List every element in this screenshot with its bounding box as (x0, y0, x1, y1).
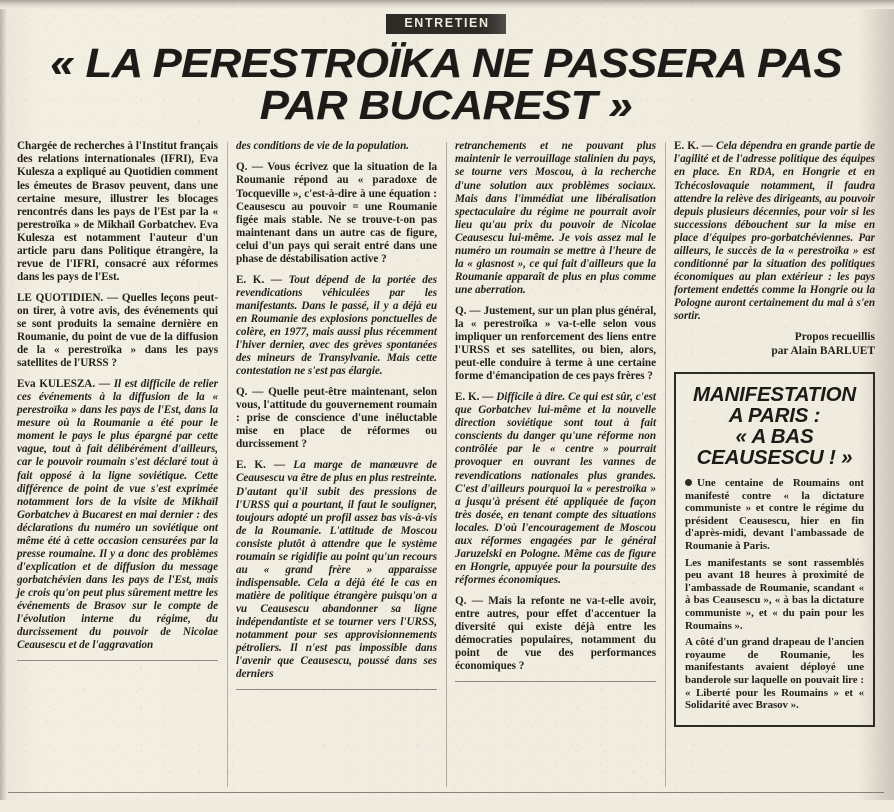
question-5 (455, 595, 656, 673)
answer-1-text: — Il est difficile de relier ces événements à la diffusion de la « perestroïka » dans les pays de l'Est, dans la mesure où la Roumanie a été pour le moment le pays le plus épargné par cette vague, tout à fait délibérément d'ailleurs, car le pouvoir roumain s'est déclaré tout à fait opposé à la ligne soviétique. Cette différence de point de vue s'est exprimée notamment lors de la visite de Mikhaïl Gorbatchev à Bucarest en mai dernier : des déclarations du numéro un soviétique ont même été à cette occasion censurées par la presse roumaine. Il y a donc des problèmes d'explication et de diffusion du message gorbatchévien dans les pays de l'Est, mais je crois qu'on peut plus sûrement mettre les événements de Brasov sur le compte de l'évolution interne du régime, du durcissement du pouvoir de Nicolae Ceausescu et de l'aggravation (17, 378, 218, 652)
page-title (0, 39, 894, 128)
column-4 (665, 140, 884, 812)
answer-4 (455, 391, 656, 587)
answer-3-text: — La marge de manœuvre de Ceausescu va être de plus en plus restreinte. D'autant qu'il subit des pressions de l'URSS qui a pourtant, il faut le souligner, toujours adopté un profil assez bas vis-à-vis de la Roumanie. L'attitude de Moscou consiste plutôt à attendre que le système roumain se rigidifie au point qu'un recours au « grand frère » apparaisse indispensable. Cela a déjà été le cas en matière de politique étrangère puisqu'on a vu Ceausescu abandonner sa ligne indépendantiste et se tourner vers l'URSS, notamment pour ses approvisionnements pétroliers. Il n'est pas impossible dans l'avenir que Ceausescu, poussé dans ses derniers (236, 459, 438, 681)
sidebox-title-line-2: A PARIS : (728, 404, 821, 428)
question-1-speaker: LE QUOTIDIEN. (17, 291, 104, 304)
answer-5-text: — Cela dépendra en grande partie de l'agilité et de l'adresse politique des équipes en place. En RDA, en Hongrie et en Tchécoslovaquie notamment, il faudra attendre la relève des dirigeants, au pouvoir depuis plusieurs décennies, pour voir si les successions débouchent sur la mise en place d'équipes pro-gorbatchéviennes. Par ailleurs, le succès de la « perestroïka » est conditionné par la situation des politiques économiques au plan extérieur : les pays fortement endettés comme la Hongrie ou la Pologne auront certainement du mal à s'en sortir. (674, 140, 875, 322)
question-3-speaker: Q. (236, 386, 248, 399)
sidebar-box-manifestation (674, 372, 875, 727)
answer-1-speaker: Eva KULESZA. (17, 378, 96, 391)
question-5-text: — Mais la refonte ne va-t-elle avoir, entre autres, pour effet d'accentuer la diversité qui existe déjà entre les démocraties populaires, notamment du point de vue des performances économiques ? (455, 594, 656, 673)
question-4 (455, 305, 656, 383)
article-columns (8, 140, 884, 812)
question-2 (236, 161, 437, 265)
sidebox-title (685, 384, 864, 468)
headline-line-1: « LA PERESTROÏKA NE PASSERA PAS (50, 39, 842, 86)
headline-line-2: PAR BUCAREST » (259, 81, 633, 128)
sidebox-title-line-4: CEAUSESCU ! » (696, 446, 853, 470)
answer-3-speaker: E. K. (236, 459, 266, 472)
sidebox-paragraph-1-text: Une centaine de Roumains ont manifesté contre « la dictature communiste » et contre le régime du président Ceausescu, hier en fin d'après-midi, devant l'ambassade de Roumanie à Paris. (685, 477, 864, 552)
answer-5-speaker: E. K. (674, 140, 699, 153)
sidebox-paragraph-2: Les manifestants se sont rassemblés peu avant 18 heures à proximité de l'ambassade de Roumanie, scandant « à bas Ceausescu », « à bas la dictature communiste », et « du pain pour les Roumains ». (685, 556, 864, 632)
credit-line-2: par Alain BARLUET (771, 344, 875, 357)
answer-2 (236, 274, 437, 378)
bullet-icon (685, 479, 692, 486)
answer-3 (236, 459, 437, 681)
sidebox-title-line-1: MANIFESTATION (693, 383, 856, 407)
sidebox-paragraph-3: A côté d'un grand drapeau de l'ancien royaume de Roumanie, les manifestants avaient déployé une banderole sur laquelle on pouvait lire : « Liberté pour les Roumains » et « Solidarité avec Brasov ». (685, 636, 864, 712)
credit-line-1: Propos recueillis (794, 331, 875, 344)
page-bottom-rule (8, 792, 884, 793)
answer-5 (674, 140, 875, 323)
question-3-text: — Quelle peut-être maintenant, selon vous, l'attitude du gouvernement roumain : prise de conscience d'une inéluctable mise en place de réformes ou durcissement ? (236, 386, 437, 451)
column-2 (227, 140, 446, 812)
byline-credit (674, 331, 875, 358)
column-1-bottom-rule (17, 660, 218, 661)
answer-4-speaker: E. K. (455, 391, 480, 404)
section-kicker: ENTRETIEN (386, 14, 505, 34)
question-1 (17, 292, 218, 370)
answer-2-speaker: E. K. (236, 273, 265, 286)
answer-3-continued: retranchements et ne pouvant plus maintenir le verrouillage stalinien du pays, se tourne vers Moscou, à la recherche d'une solution aux problèmes sociaux. Mais dans l'immédiat une libéralisation spectaculaire du régime ne pourrait avoir lieu qu'au prix du pouvoir de Nicolae Ceausescu lui-même. Je vois assez mal le numéro un roumain se mettre à l'heure de la « glasnost », ce qui fait d'ailleurs que la Roumanie apparaît de plus en plus comme une aberration. (455, 140, 656, 296)
question-2-speaker: Q. (236, 161, 248, 174)
standfirst: Chargée de recherches à l'Institut français des relations internationales (IFRI), Eva Kulesza a expliqué au Quotidien comment les émeutes de Brasov peuvent, dans une certaine mesure, illustrer les blocages rencontrés dans les pays de l'Est par la « perestroïka » de Mikhaïl Gorbatchev. Eva Kulesza est notamment l'auteur d'un article paru dans Politique étrangère, la revue de l'IFRI, consacré aux réformes dans les pays de l'Est. (17, 140, 218, 283)
answer-4-text: — Difficile à dire. Ce qui est sûr, c'est que Gorbatchev lui-même et la nouvelle direction soviétique sont tout à fait conscients du danger qu'une réforme non contrôlée par le « centre » pourrait provoquer en ouvrant les vannes de revendications nationales plus grandes. C'est d'ailleurs pourquoi la « perestroïka » a jusqu'à présent été appliquée de façon très dosée, en tenant compte des situations locales. D'où l'encouragement de Moscou aux réformes engagées par le général Jaruzelski en Pologne. Même cas de figure en Hongrie, appuyée pour la poursuite des réformes économiques. (455, 391, 656, 586)
answer-1 (17, 378, 218, 652)
answer-1-continued: des conditions de vie de la population. (236, 140, 410, 153)
question-2-text: — Vous écrivez que la situation de la Roumanie répond au « paradoxe de Tocqueville », c'est-à-dire à une équation : Ceausescu au pouvoir = une Roumanie figée mais stable. Ne se trouve-t-on pas maintenant dans un autre cas de figure, celui d'un pays qui serait entré dans une phase de déstabilisation active ? (236, 161, 437, 265)
sidebox-paragraph-1 (685, 477, 864, 553)
sidebox-title-line-3: « A BAS (735, 425, 814, 449)
answer-2-text: — Tout dépend de la portée des revendications véhiculées par les manifestants. Dans le passé, il y a déjà eu en Roumanie des explosions ponctuelles de colère, en 1977, mais aussi plus récemment l'hiver dernier, avec des grèves spontanées des mineurs de Transylvanie. Mais cette contestation ne s'est pas élargie. (236, 273, 438, 378)
column-1 (8, 140, 227, 812)
question-3 (236, 386, 437, 451)
masthead (8, 0, 884, 126)
question-4-text: — Justement, sur un plan plus général, la « perestroïka » va-t-elle selon vous impliquer un renforcement des liens entre l'URSS et ses satellites, ou bien, alors, peut-elle conduire à terme à une certaine forme d'émancipation de ces pays frères ? (455, 304, 656, 383)
question-4-speaker: Q. (455, 304, 467, 317)
question-1-text: — Quelles leçons peut-on tirer, à votre avis, des événements qui se sont produits la semaine dernière en Roumanie, du point de vue de la diffusion de la « perestroïka » dans les pays satellites de l'URSS ? (17, 291, 218, 370)
column-3-bottom-rule (455, 681, 656, 682)
question-5-speaker: Q. (455, 594, 467, 607)
column-3 (446, 140, 665, 812)
column-2-bottom-rule (236, 689, 437, 690)
kicker-wrap (8, 14, 884, 34)
